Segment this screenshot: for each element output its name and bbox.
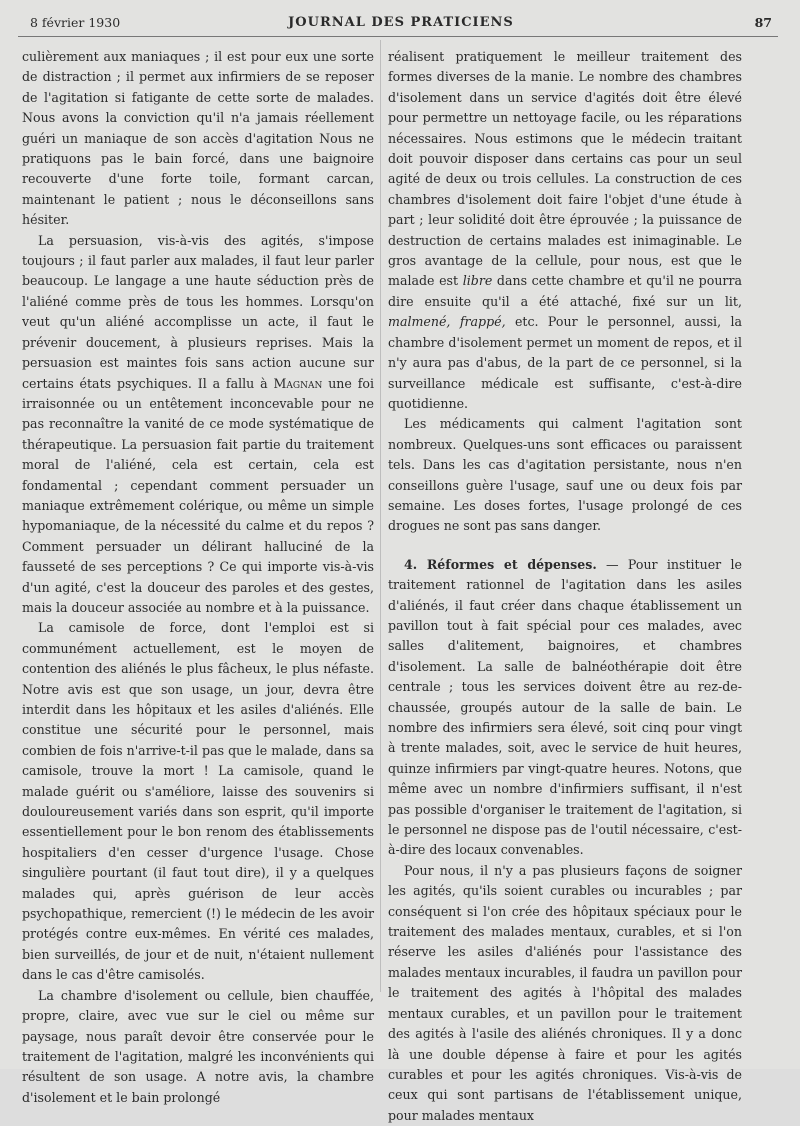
header-rule: [18, 36, 778, 37]
page-header: [30, 12, 772, 34]
paragraph-medicaments: Les médicaments qui calment l'agitation sont nombreux. Quelques-uns sont efficaces ou paraissent tels. Dans les cas d'agitation persistante, nous n'en conseillons guère l'usage, sauf une ou deux fois par semaine. Les doses fortes, l'usage prolongé de ces drogues ne sont pas sans danger.: [388, 416, 742, 534]
isolement-text-c: etc. Pour le personnel, aussi, la chambre d'isolement permet un moment de repos, et il n'y aura pas d'abus, de la part de ce personnel, si la surveillance médicale est suffisante, c'est-à-dire quotidienne.: [388, 314, 742, 411]
paragraph-chambre-isolement: La chambre d'isolement ou cellule, bien chauffée, propre, claire, avec vue sur le ciel ou même sur paysage, nous paraît devoir être conservée pour le traitement de l'agitation, malgré les inconvénients qui résultent de son usage. A notre avis, la chambre d'isolement et le bain prolongé: [22, 987, 374, 1105]
section-heading-reformes: 4. Réformes et dépenses.: [404, 556, 597, 572]
paragraph-reformes: [388, 555, 742, 861]
page-number: 87: [754, 15, 772, 30]
italic-malmene: malmené, frappé,: [388, 314, 506, 330]
italic-libre: libre: [462, 273, 493, 289]
isolement-text-b: dans cette chambre et qu'il ne pourra dire ensuite qu'il a été attaché, fixé sur un lit,: [388, 273, 742, 309]
persuasion-text-a: La persuasion, vis-à-vis des agités, s'impose toujours ; il faut parler aux malades, il faut leur parler beaucoup. Le langage a une haute séduction près de l'aliéné comme près de tous les hommes. Lorsqu'on veut qu'un aliéné accomplisse un acte, il faut le prévenir doucement, à plusieurs reprises. Mais la persuasion est maintes fois sans action aucune sur certains états psychiques. Il a fallu à: [22, 232, 374, 391]
left-column: [22, 47, 374, 1108]
reformes-text: — Pour instituer le traitement rationnel de l'agitation dans les asiles d'aliénés, il faut créer dans chaque établissement un pavillon tout à fait spécial pour ces malades, avec salles d'alitement, baignoires, et chambres d'isolement. La salle de balnéothérapie doit être centrale ; tous les services doivent être au rez-de-chaussée, groupés autour de la salle de bain. Le nombre des infirmiers sera élevé, soit cinq pour vingt à trente malades, soit, avec le service de huit heures, quinze infirmiers par vingt-quatre heures. Notons, que même avec un nombre d'infirmiers suffisant, il n'est pas possible d'organiser le traitement de l'agitation, si le personnel ne dispose pas de l'outil nécessaire, c'est-à-dire des locaux convenables.: [388, 556, 742, 858]
author-name-magnan: Magnan: [273, 375, 323, 391]
paragraph-isolement-continued: [388, 47, 742, 414]
paragraph-camisole: La camisole de force, dont l'emploi est si communément actuellement, est le moyen de contention des aliénés le plus fâcheux, le plus néfaste. Notre avis est que son usage, un jour, devra être interdit dans les hôpitaux et les asiles d'aliénés. Elle constitue une sécurité pour le personnel, mais combien de fois n'arrive-t-il pas que le malade, dans sa camisole, trouve la mort ! La camisole, quand le malade guérit ou s'améliore, laisse des souvenirs si douloureusement variés dans son esprit, qu'il importe essentiellement pour le bon renom des établissements hospitaliers d'en cesser d'urgence l'usage. Chose singulière pourtant (il faut tout dire), il y a quelques malades qui, après guérison de leur accès psychopathique, remercient (!) le médecin de les avoir protégés contre eux-mêmes. En vérité ces malades, bien surveillés, de jour et de nuit, n'étaient nullement dans le cas d'être camisolés.: [22, 620, 374, 983]
paragraph-pour-nous: Pour nous, il n'y a pas plusieurs façons de soigner les agités, qu'ils soient curables ou incurables ; par conséquent si l'on crée des hôpitaux spéciaux pour le traitement des malades mentaux, curables, et si l'on réserve les asiles d'aliénés pour l'assistance des malades mentaux incurables, il faudra un pavillon pour le traitement des agités à l'hôpital des malades mentaux curables, et un pavillon pour le traitement des agités à l'asile des aliénés chroniques. Il y a donc là une double dépense à faire et pour les agités curables et pour les agités chroniques. Vis-à-vis de ceux qui sont partisans de l'établissement unique, pour malades mentaux: [388, 862, 742, 1123]
paragraph-bain-continued: culièrement aux maniaques ; il est pour eux une sorte de distraction ; il permet aux infirmiers de se reposer de l'agitation si fatigante de cette sorte de malades. Nous avons la conviction qu'il n'a jamais réellement guéri un maniaque de son accès d'agitation Nous ne pratiquons pas le bain forcé, dans une baignoire recouverte d'une forte toile, formant carcan, maintenant le patient ; nous le déconseillons sans hésiter.: [22, 49, 374, 228]
section-spacer: [388, 537, 742, 555]
isolement-text-a: réalisent pratiquement le meilleur traitement des formes diverses de la manie. Le nombre des chambres d'isolement dans un service d'agités doit être élevé pour permettre un nettoyage facile, ou les réparations nécessaires. Nous estimons que le médecin traitant doit pouvoir disposer dans certains cas pour un seul agité de deux ou trois cellules. La construction de ces chambres d'isolement doit faire l'objet d'une étude à part ; leur solidité doit être éprouvée ; la puissance de destruction de certains malades est inimaginable. Le gros avantage de la cellule, pour nous, est que le malade est: [388, 49, 742, 289]
journal-title: JOURNAL DES PRATICIENS: [288, 15, 514, 30]
header-date: 8 février 1930: [30, 15, 121, 30]
persuasion-text-b: une foi irraisonnée ou un entêtement inconcevable pour ne pas reconnaître la vanité de ce mode systématique de thérapeutique. La persuasion fait partie du traitement moral de l'aliéné, cela est certain, cela est fondamental ; cependant comment persuader un maniaque extrêmement colérique, ou même un simple hypomaniaque, de la nécessité du calme et du repos ? Comment persuader un délirant halluciné de la fausseté de ses perceptions ? Ce qui importe vis-à-vis d'un agité, c'est la douceur des paroles et des gestes, mais la douceur associée au nombre et à la puissance.: [22, 375, 374, 615]
column-separator: [380, 40, 381, 992]
paragraph-persuasion: [22, 231, 374, 619]
right-column: [388, 47, 742, 1126]
